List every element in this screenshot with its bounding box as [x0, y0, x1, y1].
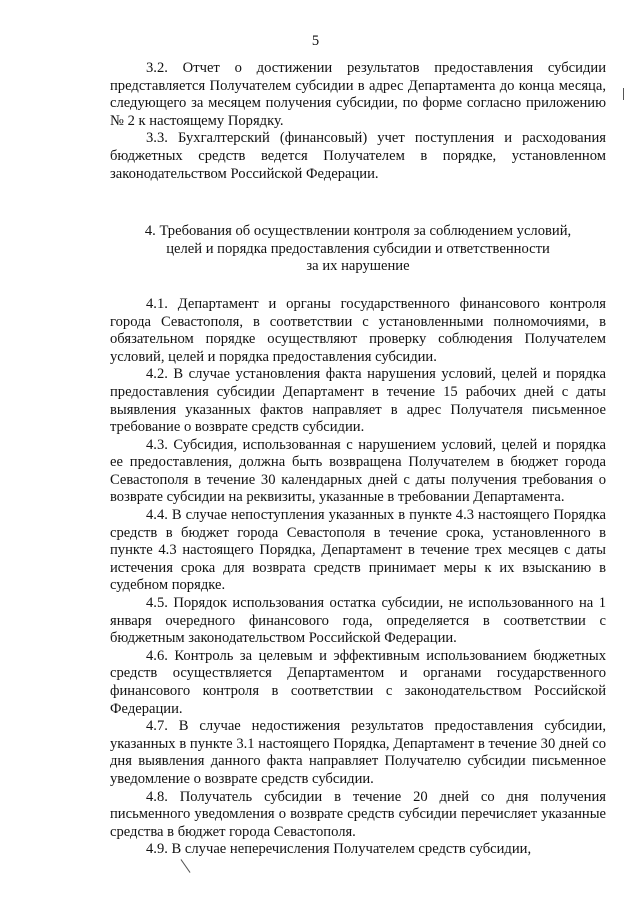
document-body [110, 60, 606, 859]
section-title-line-3: за их нарушение [306, 258, 410, 275]
paragraph-4-3: 4.3. Субсидия, использованная с нарушением условий, целей и порядка ее предоставления, должна быть возвращена Получателем в бюджет города Севастополя в течение 30 календарных дней с даты получения требования о возврате субсидии на реквизиты, указанные в требовании Департамента. [110, 436, 606, 506]
paragraph-4-7: 4.7. В случае недостижения результатов предоставления субсидии, указанных в пункте 3.1 настоящего Порядка, Департамент в течение 30 дней со дня выявления данного факта направляет Получателю субсидии письменное уведомление о возврате средств субсидии. [110, 718, 606, 787]
scan-mark-bottom [181, 859, 191, 873]
section-title-line-1: 4. Требования об осуществлении контроля за соблюдением условий, [144, 223, 572, 240]
paragraph-4-9: 4.9. В случае неперечисления Получателем средств субсидии, [146, 841, 532, 858]
scan-mark-right [623, 88, 624, 100]
paragraph-4-5: 4.5. Порядок использования остатка субсидии, не использованного на 1 января очередного финансового года, определяется в соответствии с бюджетным законодательством Российской Федерации. [110, 595, 606, 647]
paragraph-4-2: 4.2. В случае установления факта нарушения условий, целей и порядка предоставления субсидии Департамент в течение 15 рабочих дней с даты выявления указанных фактов направляет в адрес Получателя письменное требование о возврате средств субсидии. [110, 366, 606, 436]
paragraph-4-8: 4.8. Получатель субсидии в течение 20 дней со дня получения письменного уведомления о возврате средств субсидии перечисляет указанные средства в бюджет города Севастополя. [110, 788, 606, 840]
page-number: 5 [311, 33, 320, 49]
paragraph-4-1: 4.1. Департамент и органы государственного финансового контроля города Севастополя, в соответствии с установленными полномочиями, в обязательном порядке осуществляют проверку соблюдения Получателем условий, целей и порядка предоставления субсидии. [110, 295, 606, 365]
section-title-line-2: целей и порядка предоставления субсидии и ответственности [166, 240, 550, 257]
paragraph-3-3: 3.3. Бухгалтерский (финансовый) учет поступления и расходования бюджетных средств ведется Получателем в порядке, установленном законодательством Российской Федерации. [110, 130, 606, 182]
paragraph-4-6: 4.6. Контроль за целевым и эффективным использованием бюджетных средств осуществляется Департаментом и органами государственного финансового контроля в соответствии с законодательством Российской Федерации. [110, 647, 606, 717]
paragraph-3-2: 3.2. Отчет о достижении результатов предоставления субсидии представляется Получателем субсидии в адрес Департамента до конца месяца, следующего за месяцем получения субсидии, по форме согласно приложению № 2 к настоящему Порядку. [110, 60, 606, 129]
paragraph-4-4: 4.4. В случае непоступления указанных в пункте 4.3 настоящего Порядка средств в бюджет города Севастополя в течение срока, установленного в пункте 4.3 настоящего Порядка, Департамент в течение трех месяцев с даты истечения срока для возврата средств принимает меры к их взысканию в судебном порядке. [110, 507, 606, 594]
section-4-title [110, 223, 606, 276]
